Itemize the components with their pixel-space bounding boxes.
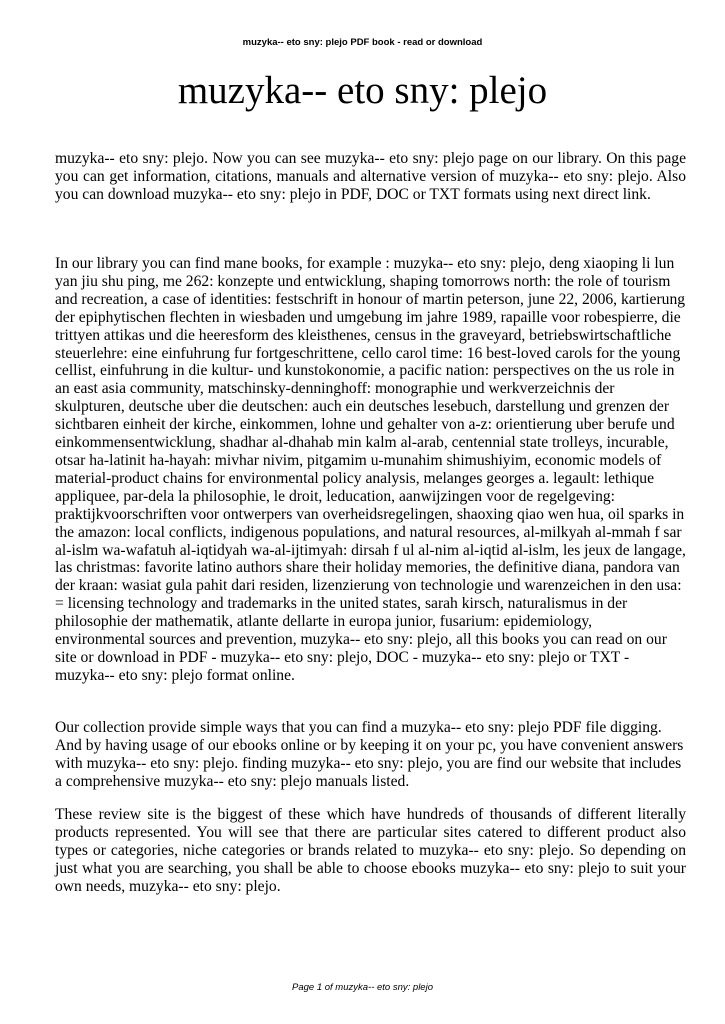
intro-paragraph: muzyka-- eto sny: plejo. Now you can see muzyka-- eto sny: plejo page on our library. On this page you can get information, citations, manuals and alternative version of muzyka-- eto sny: plejo. Also you can download muzyka-- eto sny: plejo in PDF, DOC or TXT formats using next direct link.	[55, 150, 686, 203]
library-paragraph: In our library you can find mane books, for example : muzyka-- eto sny: plejo, deng xiaoping li lun yan jiu shu ping, me 262: konzepte und entwicklung, shaping tomorrows north: the role of tourism and recreation, a case of identities: festschrift in honour of martin peterson, june 22, 2006, kartierung der epiphytischen flechten in wiesbaden und umgebung im jahre 1989, rapaille voor robespierre, die trittyen attikas und die heeresform des kleisthenes, census in the graveyard, betriebswirtschaftliche steuerlehre: eine einfuhrung fur fortgeschrittene, cello carol time: 16 best-loved carols for the young cellist, einfuhrung in die kultur- und kunstokonomie, a pacific nation: perspectives on the us role in an east asia community, matschinsky-denninghoff: monographie und werkverzeichnis der skulpturen, deutsche uber die deutschen: auch ein deutsches lesebuch, darstellung und grenzen der sichtbaren einheit der kirche, einkommen, lohne und gehalter von a-z: orientierung uber berufe und einkommensentwicklung, shadhar al-dhahab min kalm al-arab, centennial state trolleys, incurable, otsar ha-latinit ha-hayah: mivhar nivim, pitgamim u-munahim shimushiyim, economic models of material-product chains for environmental policy analysis, melanges georges a. legault: lethique appliquee, par-dela la philosophie, le droit, leducation, aanwijzingen voor de regelgeving: praktijkvoorschriften voor ontwerpers van overheidsregelingen, shaoxing qiao wen hua, oil sparks in the amazon: local conflicts, indigenous populations, and natural resources, al-milkyah al-mmah f sar al-islm wa-wafatuh al-iqtidyah wa-al-ijtimyah: dirsah f ul al-nim al-iqtid al-islm, les jeux de langage, las christmas: favorite latino authors share their holiday memories, the definitive diana, pandora van der kraan: wasiat gula pahit dari residen, lizenzierung von technologie und warenzeichen in den usa: = licensing technology and trademarks in the united states, sarah kirsch, naturalismus in der philosophie der mathematik, atlante dellarte in europa junior, fusarium: epidemiology, environmental sources and prevention, muzyka-- eto sny: plejo, all this books you can read on our site or download in PDF - muzyka-- eto sny: plejo, DOC - muzyka-- eto sny: plejo or TXT - muzyka-- eto sny: plejo format online.	[55, 255, 686, 684]
page-header: muzyka-- eto sny: plejo PDF book - read or download	[242, 37, 483, 48]
page-footer: Page 1 of muzyka-- eto sny: plejo	[292, 982, 433, 993]
collection-paragraph: Our collection provide simple ways that you can find a muzyka-- eto sny: plejo PDF file digging. And by having usage of our ebooks online or by keeping it on your pc, you have convenient answers with muzyka-- eto sny: plejo. finding muzyka-- eto sny: plejo, you are find our website that includes a comprehensive muzyka-- eto sny: plejo manuals listed.	[55, 719, 684, 790]
document-title: muzyka-- eto sny: plejo	[177, 69, 548, 112]
review-paragraph: These review site is the biggest of these which have hundreds of thousands of different literally products represented. You will see that there are particular sites catered to different product also types or categories, niche categories or brands related to muzyka-- eto sny: plejo. So depending on just what you are searching, you shall be able to choose ebooks muzyka-- eto sny: plejo to suit your own needs, muzyka-- eto sny: plejo.	[55, 806, 686, 895]
